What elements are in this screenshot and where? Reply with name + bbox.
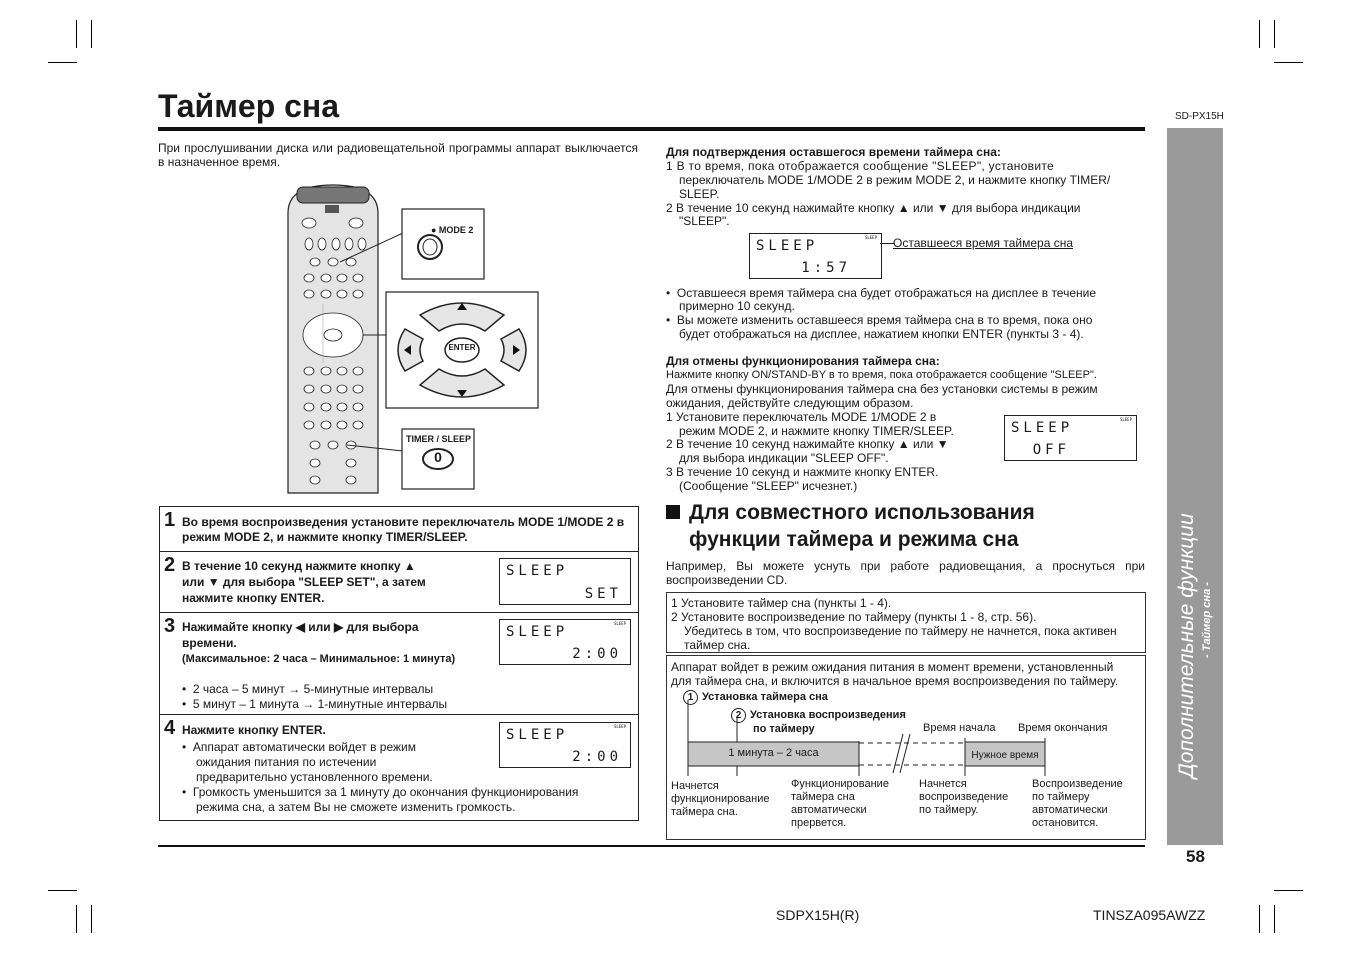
caption-line: Начнется	[671, 780, 719, 792]
footer-right: TINSZA095AWZZ	[1093, 907, 1206, 923]
page-number: 58	[1186, 847, 1205, 866]
crop-mark	[1259, 905, 1260, 933]
step-text: нажмите кнопку ENTER.	[182, 591, 325, 605]
crop-mark	[1274, 62, 1303, 63]
caption-2	[791, 778, 889, 830]
crop-mark	[48, 890, 77, 891]
bullet-text: будет отображаться на дисплее, нажатием кнопки ENTER (пункты 3 - 4).	[679, 327, 1084, 341]
combined-heading: функции таймера и режима сна	[689, 528, 1019, 551]
lcd-display	[499, 558, 631, 605]
confirm-item-1: переключатель MODE 1/MODE 2 в режим MODE 2, и нажмите кнопку TIMER/	[679, 173, 1111, 187]
confirm-bullet: • Оставшееся время таймера сна будет отображаться на дисплее в течение	[666, 286, 1097, 300]
sidebar-title: Дополнительные функции	[1175, 513, 1198, 778]
step-note: (Максимальное: 2 часа – Минимальное: 1 минута)	[182, 653, 456, 665]
lcd-line-1: SLEEP	[1011, 420, 1074, 436]
cancel-text: ожидания, действуйте следующим образом.	[666, 396, 914, 410]
step-bullet: • 2 часа – 5 минут → 5-минутные интервалы	[182, 682, 434, 696]
lcd-display	[1004, 415, 1137, 461]
lcd-line-2: 2:00	[572, 646, 622, 662]
lcd-line-2: 1:57	[801, 260, 851, 276]
bullet-text: 5 минут – 1 минута → 1-минутные интервалы	[192, 697, 448, 711]
bullet-text: режима сна, а затем Вы не сможете изменить громкость.	[196, 800, 516, 814]
section-sidebar	[1167, 128, 1223, 845]
step-bullet: • Аппарат автоматически войдет в режим	[182, 740, 416, 754]
timer-button-digit: 0	[434, 449, 442, 465]
page-title: Таймер сна	[158, 88, 340, 124]
lcd-display	[499, 722, 631, 768]
caption-line: таймера сна.	[671, 806, 738, 818]
remote-svg	[285, 183, 545, 495]
lcd-tag: SLEEP	[613, 621, 626, 626]
label-text: Установка таймера сна	[702, 691, 828, 703]
timeline-diagram	[666, 655, 1146, 840]
bullet-text: предварительно установленного времени.	[196, 770, 433, 784]
cancel-text: Нажмите кнопку ON/STAND-BY в то время, пока отображается сообщение "SLEEP".	[666, 369, 1097, 381]
crop-mark	[1259, 20, 1260, 48]
confirm-item-1: SLEEP.	[679, 187, 720, 201]
confirm-heading: Для подтверждения оставшегося времени таймера сна:	[666, 145, 1001, 159]
lcd-line-1: SLEEP	[756, 238, 819, 254]
combined-steps-box	[666, 592, 1146, 653]
step-bullet: • Громкость уменьшится за 1 минуту до окончания функционирования	[182, 785, 579, 799]
crop-mark	[1274, 20, 1275, 48]
bullet-text: Оставшееся время таймера сна будет отображаться на дисплее в течение	[676, 286, 1097, 300]
lcd-line-1: SLEEP	[506, 727, 569, 743]
sidebar-subtitle: - Таймер сна -	[1201, 582, 1213, 658]
confirm-item-2: 2 В течение 10 секунд нажимайте кнопку ▲ или ▼ для выбора индикации	[666, 201, 1081, 215]
step-2	[159, 551, 639, 613]
step-text: Нажимайте кнопку ◀ или ▶ для выбора	[182, 620, 419, 634]
step-text: Во время воспроизведения установите переключатель MODE 1/MODE 2 в режим MODE 2, и нажмите кнопку TIMER/SLEEP.	[182, 515, 625, 544]
caption-line: прервется.	[791, 817, 847, 829]
caption-line: функционирование	[671, 793, 770, 805]
cancel-item-3: 3 В течение 10 секунд и нажмите кнопку ENTER.	[666, 465, 939, 479]
caption-line: остановится.	[1032, 817, 1099, 829]
box-line: 2 Установите воспроизведение по таймеру (пункты 1 - 8, стр. 56).	[671, 610, 1037, 624]
box-line: таймер сна.	[684, 638, 751, 652]
step-number: 2	[164, 554, 176, 576]
step-text: времени.	[182, 636, 237, 650]
caption-line: Функционирование	[791, 778, 889, 790]
step-number: 3	[164, 615, 176, 637]
cancel-heading: Для отмены функционирования таймера сна:	[666, 354, 940, 368]
section-bullet-square	[666, 505, 680, 519]
step-text: Нажмите кнопку ENTER.	[182, 723, 326, 737]
diagram-text: для таймера сна, и включится в начальное время воспроизведения по таймеру.	[671, 674, 1119, 688]
crop-mark	[76, 20, 77, 48]
step-text: В течение 10 секунд нажмите кнопку ▲	[182, 559, 416, 573]
caption-line: воспроизведение	[919, 791, 1009, 803]
lcd-display	[499, 619, 631, 665]
circled-number: 1	[683, 690, 698, 705]
bullet-text: ожидания питания по истечении	[196, 755, 377, 769]
crop-mark	[91, 905, 92, 933]
diagram-text: Аппарат войдет в режим ожидания питания в момент времени, установленный	[671, 660, 1114, 674]
caption-4	[1032, 778, 1123, 830]
leader-line	[880, 243, 894, 244]
model-code: SD-PX15H	[1175, 111, 1224, 122]
bullet-text: Аппарат автоматически войдет в режим	[192, 740, 416, 754]
lcd-line-1: SLEEP	[506, 624, 569, 640]
crop-mark	[48, 62, 77, 63]
footer-rule	[158, 845, 1145, 847]
step-text: или ▼ для выбора "SLEEP SET", а затем	[182, 575, 426, 589]
cancel-item-1: 1 Установите переключатель MODE 1/MODE 2 в	[666, 410, 937, 424]
crop-mark	[1274, 905, 1275, 933]
lcd-line-2: SET	[584, 586, 622, 602]
confirm-item-1: 1 В то время, пока отображается сообщение "SLEEP", установите	[666, 159, 1054, 173]
caption-line: Начнется	[919, 778, 967, 790]
crop-mark	[91, 20, 92, 48]
cancel-text: Для отмены функционирования таймера сна без установки системы в режим	[666, 382, 1098, 396]
cancel-item-2: для выбора индикации "SLEEP OFF".	[679, 451, 889, 465]
confirm-item-2: "SLEEP".	[679, 214, 730, 228]
crop-mark	[76, 905, 77, 933]
start-time-label: Время начала	[923, 722, 996, 734]
caption-line: автоматически	[1032, 804, 1108, 816]
lcd-line-2: OFF	[1032, 442, 1070, 458]
step-1	[159, 506, 639, 552]
caption-3	[919, 778, 1008, 817]
label-text: по таймеру	[753, 723, 815, 735]
caption-line: Воспроизведение	[1032, 778, 1123, 790]
footer-left: SDPX15H(R)	[776, 907, 860, 923]
lcd-line-2: 2:00	[572, 749, 622, 765]
bullet-text: Вы можете изменить оставшееся время таймера сна в то время, пока оно	[676, 313, 1093, 327]
lcd-caption: Оставшееся время таймера сна	[893, 236, 1073, 250]
lcd-tag: SLEEP	[613, 724, 626, 729]
caption-line: автоматически	[791, 804, 867, 816]
bar-sleep-duration: 1 минута – 2 часа	[728, 747, 819, 759]
title-rule	[158, 127, 1145, 131]
enter-label: ENTER	[448, 343, 476, 352]
bullet-text: примерно 10 секунд.	[679, 299, 795, 313]
intro-text: При прослушивании диска или радиовещательной программы аппарат выключается в назначенное время.	[158, 141, 638, 169]
confirm-bullet: • Вы можете изменить оставшееся время таймера сна в то время, пока оно	[666, 313, 1093, 327]
caption-1	[671, 780, 770, 819]
cancel-item-2: 2 В течение 10 секунд нажимайте кнопку ▲ или ▼	[666, 437, 949, 451]
crop-mark	[1274, 890, 1303, 891]
caption-line: по таймеру.	[919, 804, 979, 816]
remote-illustration	[285, 183, 545, 495]
timer-sleep-label: TIMER / SLEEP	[406, 434, 472, 444]
label-text: Установка воспроизведения	[750, 709, 906, 721]
combined-intro: Например, Вы можете уснуть при работе радиовещания, а проснуться при воспроизведении CD.	[666, 559, 1145, 587]
box-line: Убедитесь в том, что воспроизведение по таймеру не начнется, пока активен	[684, 624, 1117, 638]
lcd-tag: SLEEP	[864, 235, 877, 240]
caption-line: таймера сна	[791, 791, 855, 803]
box-line: 1 Установите таймер сна (пункты 1 - 4).	[671, 596, 892, 610]
step-number: 4	[164, 717, 176, 739]
cancel-item-1: режим MODE 2, и нажмите кнопку TIMER/SLEEP.	[679, 424, 954, 438]
step-4	[159, 714, 639, 821]
step-3	[159, 612, 639, 715]
mode-2-label: ● MODE 2	[431, 225, 474, 235]
bullet-text: Громкость уменьшится за 1 минуту до окончания функционирования	[192, 785, 579, 799]
combined-heading: Для совместного использования	[689, 501, 1035, 524]
bullet-text: 2 часа – 5 минут → 5-минутные интервалы	[192, 682, 434, 696]
lcd-line-1: SLEEP	[506, 563, 569, 579]
end-time-label: Время окончания	[1018, 722, 1108, 734]
bar-desired-time: Нужное время	[971, 750, 1039, 761]
step-number: 1	[164, 509, 176, 531]
step-bullet: • 5 минут – 1 минута → 1-минутные интервалы	[182, 697, 448, 711]
cancel-item-3: (Сообщение "SLEEP" исчезнет.)	[679, 479, 858, 493]
circled-number: 2	[731, 708, 746, 723]
caption-line: по таймеру	[1032, 791, 1090, 803]
lcd-display	[749, 233, 882, 279]
lcd-tag: SLEEP	[1119, 417, 1132, 422]
